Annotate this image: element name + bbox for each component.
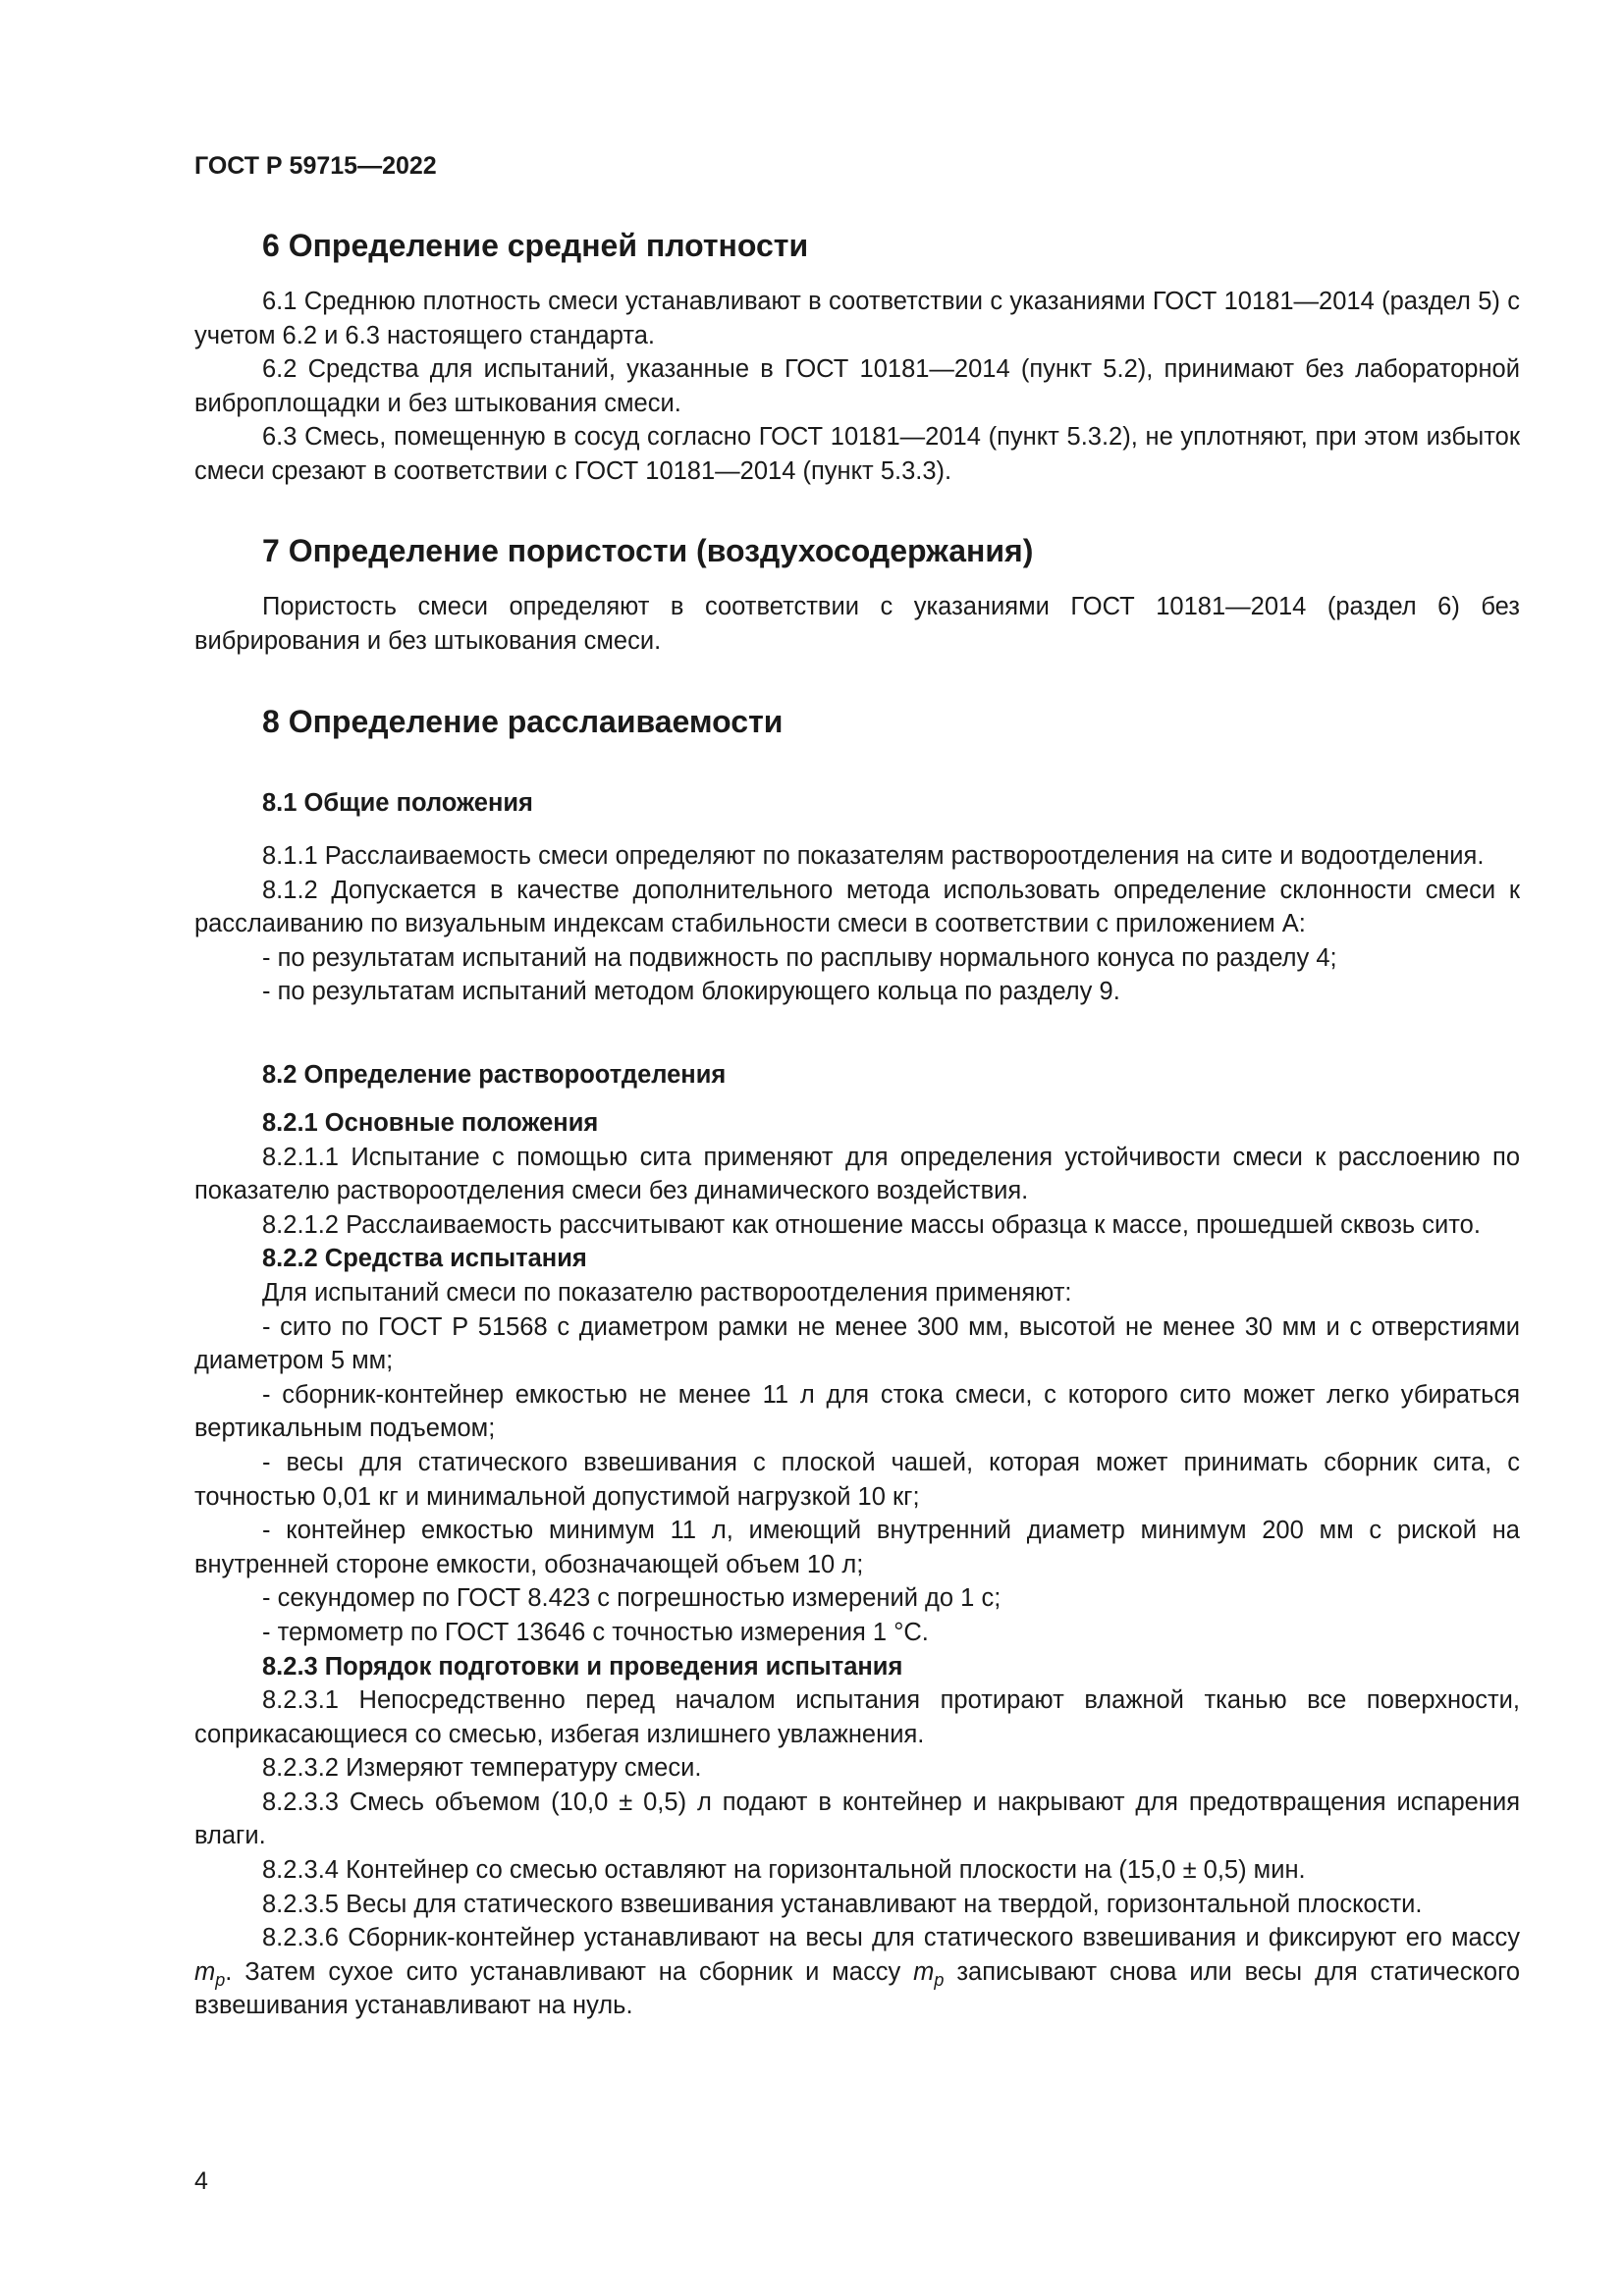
- mass-symbol: m: [194, 1957, 216, 1986]
- paragraph-8-2-3-5: 8.2.3.5 Весы для статического взвешивания устанавливают на твердой, горизонтальной плоскости.: [262, 1890, 1423, 1918]
- section-6-body: [194, 285, 1520, 489]
- paragraph-8-2-1-1: 8.2.1.1 Испытание с помощью сита применяют для определения устойчивости смеси к расслоению по показателю раствороотделения смеси без динамического воздействия.: [194, 1143, 1520, 1205]
- subsection-8-1-body: [194, 839, 1520, 1009]
- section-6-title: 6 Определение средней плотности: [262, 228, 809, 263]
- document-header-id: ГОСТ Р 59715—2022: [194, 152, 437, 180]
- subsection-8-2-body: [194, 1106, 1520, 2023]
- paragraph-8-1-2: 8.1.2 Допускается в качестве дополнительного метода использовать определение склонности смеси к расслаиванию по визуальным индексам стабильности смеси в соответствии с приложением А:: [194, 876, 1520, 938]
- mass-subscript: p: [215, 1969, 226, 1990]
- paragraph-8-2-3-6-part-3: записывают снова или весы для статического взвешивания устанавливают на нуль.: [194, 1957, 1520, 2020]
- paragraph-8-2-2: Для испытаний смеси по показателю раствороотделения применяют:: [262, 1278, 1072, 1307]
- subsection-8-2: [194, 1058, 1520, 1093]
- paragraph-6-2: 6.2 Средства для испытаний, указанные в ГОСТ 10181—2014 (пункт 5.2), принимают без лабораторной виброплощадки и без штыкования смеси.: [194, 355, 1520, 417]
- subsection-8-2-title: 8.2 Определение раствороотделения: [262, 1061, 727, 1089]
- section-6: [194, 226, 1520, 265]
- subsection-8-2-2-title: 8.2.2 Средства испытания: [262, 1245, 587, 1273]
- list-item-8-1-2-a: - по результатам испытаний на подвижность по расплыву нормального конуса по разделу 4;: [262, 943, 1337, 972]
- paragraph-8-2-3-3: 8.2.3.3 Смесь объемом (10,0 ± 0,5) л подают в контейнер и накрывают для предотвращения испарения влаги.: [194, 1788, 1520, 1850]
- paragraph-8-2-3-6-part-2: . Затем сухое сито устанавливают на сборник и массу: [225, 1957, 914, 1986]
- paragraph-8-2-3-1: 8.2.3.1 Непосредственно перед началом испытания протирают влажной тканью все поверхности, соприкасающиеся со смесью, избегая излишнего увлажнения.: [194, 1686, 1520, 1748]
- section-7: [194, 531, 1520, 570]
- paragraph-8-2-3-6-part-1: 8.2.3.6 Сборник-контейнер устанавливают на весы для статического взвешивания и фиксируют его массу: [262, 1924, 1520, 1952]
- list-item-8-2-2-c: - весы для статического взвешивания с плоской чашей, которая может принимать сборник сита, с точностью 0,01 кг и минимальной допустимой нагрузкой 10 кг;: [194, 1448, 1520, 1511]
- subsection-8-2-3-title: 8.2.3 Порядок подготовки и проведения испытания: [262, 1652, 903, 1681]
- page-number: 4: [194, 2167, 208, 2195]
- paragraph-8-2-3-4: 8.2.3.4 Контейнер со смесью оставляют на горизонтальной плоскости на (15,0 ± 0,5) мин.: [262, 1856, 1306, 1885]
- paragraph-8-2-1-2: 8.2.1.2 Расслаиваемость рассчитывают как отношение массы образца к массе, прошедшей сквозь сито.: [262, 1210, 1481, 1239]
- subsection-8-2-1-title: 8.2.1 Основные положения: [262, 1109, 599, 1137]
- section-8-title: 8 Определение расслаиваемости: [262, 704, 784, 739]
- mass-subscript: p: [934, 1969, 945, 1990]
- subsection-8-1: [194, 786, 1520, 821]
- mass-symbol: m: [913, 1957, 935, 1986]
- paragraph-8-2-3-6: [194, 1921, 1520, 2023]
- section-7-title: 7 Определение пористости (воздухосодержания): [262, 533, 1034, 568]
- list-item-8-1-2-b: - по результатам испытаний методом блокирующего кольца по разделу 9.: [262, 978, 1120, 1006]
- list-item-8-2-2-d: - контейнер емкостью минимум 11 л, имеющий внутренний диаметр минимум 200 мм с риской на внутренней стороне емкости, обозначающей объем 10 л;: [194, 1517, 1520, 1578]
- paragraph-6-3: 6.3 Смесь, помещенную в сосуд согласно ГОСТ 10181—2014 (пункт 5.3.2), не уплотняют, при этом избыток смеси срезают в соответствии с ГОСТ 10181—2014 (пункт 5.3.3).: [194, 423, 1520, 485]
- paragraph-8-2-3-2: 8.2.3.2 Измеряют температуру смеси.: [262, 1754, 702, 1783]
- paragraph-8-1-1: 8.1.1 Расслаиваемость смеси определяют по показателям раствороотделения на сите и водоотделения.: [262, 842, 1485, 870]
- section-8: [194, 702, 1520, 741]
- list-item-8-2-2-a: - сито по ГОСТ Р 51568 с диаметром рамки не менее 300 мм, высотой не менее 30 мм и с отверстиями диаметром 5 мм;: [194, 1312, 1520, 1375]
- list-item-8-2-2-f: - термометр по ГОСТ 13646 с точностью измерения 1 °С.: [262, 1618, 929, 1646]
- subsection-8-1-title: 8.1 Общие положения: [262, 789, 533, 817]
- section-7-body: [194, 590, 1520, 658]
- paragraph-6-1: 6.1 Среднюю плотность смеси устанавливают в соответствии с указаниями ГОСТ 10181—2014 (раздел 5) с учетом 6.2 и 6.3 настоящего стандарта.: [194, 288, 1520, 349]
- paragraph-7: Пористость смеси определяют в соответствии с указаниями ГОСТ 10181—2014 (раздел 6) без вибрирования и без штыкования смеси.: [194, 593, 1520, 655]
- list-item-8-2-2-e: - секундомер по ГОСТ 8.423 с погрешностью измерений до 1 с;: [262, 1584, 1001, 1613]
- list-item-8-2-2-b: - сборник-контейнер емкостью не менее 11 л для стока смеси, с которого сито может легко убираться вертикальным подъемом;: [194, 1380, 1520, 1443]
